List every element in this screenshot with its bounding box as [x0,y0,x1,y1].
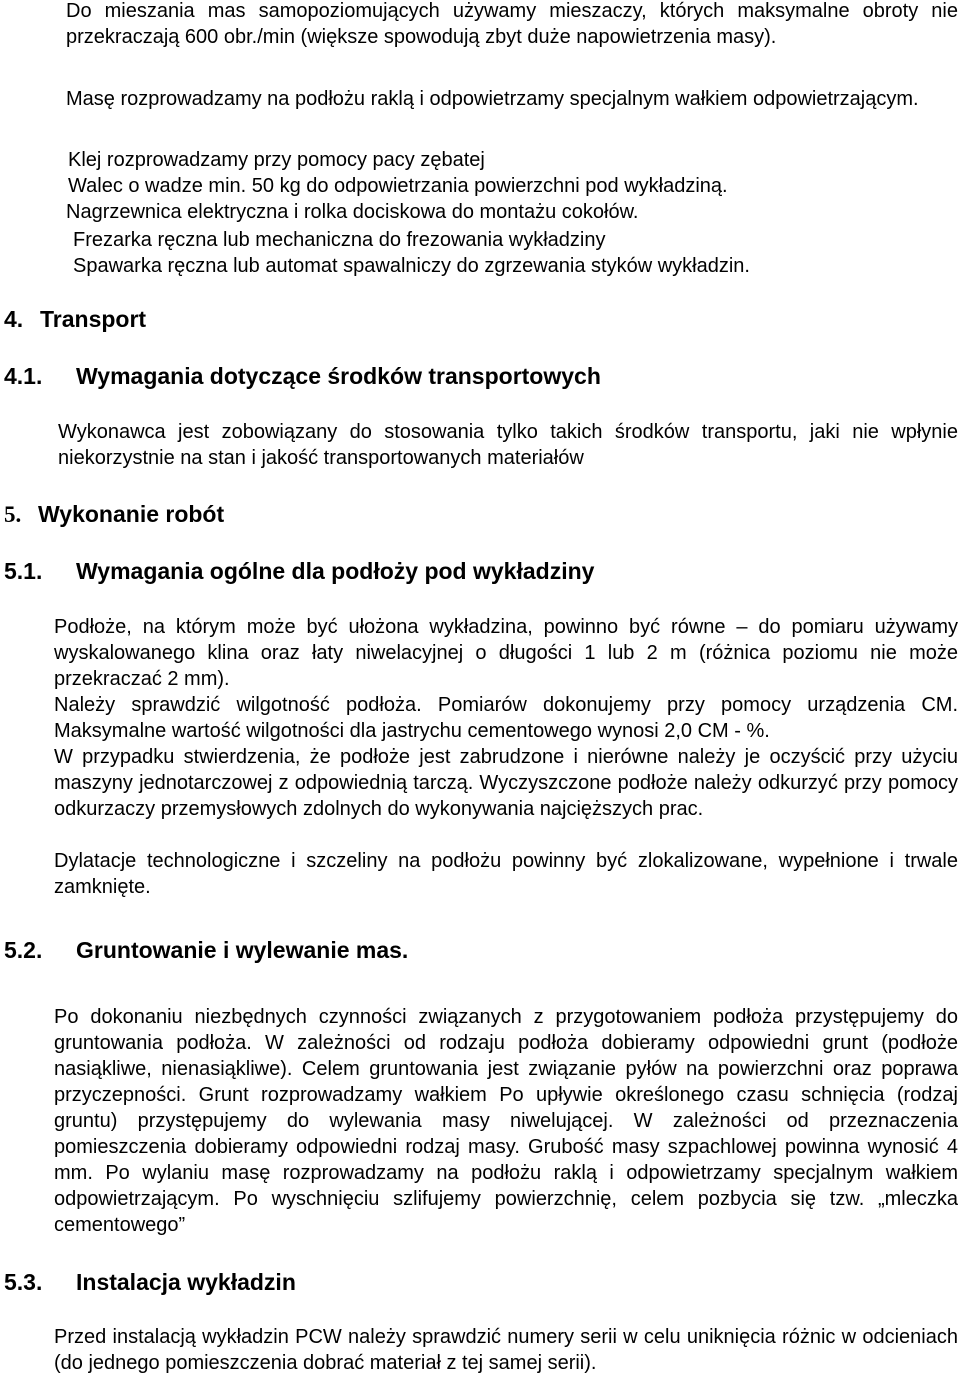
milling-line: Frezarka ręczna lub mechaniczna do frezowania wykładziny [73,229,606,251]
roller-line: Walec o wadze min. 50 kg do odpowietrzania powierzchni pod wykładziną. [68,175,728,197]
expansion-joints-paragraph: Dylatacje technologiczne i szczeliny na podłożu powinny być zlokalizowane, wypełnione i trwale zamknięte. [54,850,958,898]
substrate-cleaning-paragraph: W przypadku stwierdzenia, że podłoże jest zabrudzone i nierówne należy je oczyścić przy użyciu maszyny jednotarczowej z odpowiednią tarczą. Wyczyszczone podłoże należy odkurzyć przy pomocy odkurzaczy przemysłowych zdolnych do wykonywania najcięższych prac. [54,746,958,820]
section-5-1-heading [4,557,594,585]
section-5-2-heading [4,936,408,964]
section-title: Gruntowanie i wylewanie mas. [76,937,409,963]
section-number: 5.1. [4,558,43,584]
section-title: Wykonanie robót [38,501,225,527]
section-4-1-heading [4,362,601,390]
spreading-paragraph: Masę rozprowadzamy na podłożu raklą i odpowietrzamy specjalnym wałkiem odpowietrzającym. [66,88,919,110]
substrate-moisture-paragraph: Należy sprawdzić wilgotność podłoża. Pomiarów dokonujemy przy pomocy urządzenia CM. Maksymalne wartość wilgotności dla jastrychu cementowego wynosi 2,0 CM - %. [54,694,958,742]
section-5-heading [4,500,224,529]
installation-paragraph: Przed instalacją wykładzin PCW należy sprawdzić numery serii w celu uniknięcia różnic w odcieniach (do jednego pomieszczenia dobrać materiał z tej samej serii). [54,1326,958,1374]
heater-line: Nagrzewnica elektryczna i rolka dociskowa do montażu cokołów. [66,201,639,223]
section-4-heading [4,305,146,333]
section-number: 5.3. [4,1269,43,1295]
priming-paragraph: Po dokonaniu niezbędnych czynności związanych z przygotowaniem podłoża przystępujemy do gruntowania podłoża. W zależności od rodzaju podłoża dobieramy odpowiedni grunt (podłoże nasiąkliwe, nienasiąkliwe). Celem gruntowania jest związanie pyłów na powierzchni oraz poprawa przyczepności. Grunt rozprowadzamy wałkiem Po upływie określonego czasu schnięcia (rodzaj gruntu) przystępujemy do wylewania masy niwelującej. W zależności od przeznaczenia pomieszczenia dobieramy odpowiedni rodzaj masy. Grubość masy szpachlowej powinna wynosić 4 mm. Po wylaniu masę rozprowadzamy na podłożu raklą i odpowietrzamy specjalnym wałkiem odpowietrzającym. Po wyschnięciu szlifujemy powierzchnię, celem pozbycia się tzw. „mleczka cementowego” [54,1006,958,1236]
substrate-flatness-paragraph: Podłoże, na którym może być ułożona wykładzina, powinno być równe – do pomiaru używamy wyskalowanego klina oraz łaty niwelacyjnej o długości 1 lub 2 m (różnica poziomu nie może przekraczać 2 mm). [54,616,958,690]
section-number: 4. [4,306,24,332]
glue-line: Klej rozprowadzamy przy pomocy pacy zębatej [68,149,485,171]
section-number: 4.1. [4,363,43,389]
transport-paragraph: Wykonawca jest zobowiązany do stosowania tylko takich środków transportu, jaki nie wpłynie niekorzystnie na stan i jakość transportowanych materiałów [58,421,958,469]
welder-line: Spawarka ręczna lub automat spawalniczy do zgrzewania styków wykładzin. [73,255,750,277]
section-title: Instalacja wykładzin [76,1269,296,1295]
section-title: Transport [40,306,147,332]
section-5-3-heading [4,1268,296,1296]
section-title: Wymagania dotyczące środków transportowych [76,363,601,389]
section-number: 5. [4,502,22,527]
section-number: 5.2. [4,937,43,963]
mixing-paragraph: Do mieszania mas samopoziomujących używamy mieszaczy, których maksymalne obroty nie przekraczają 600 obr./min (większe spowodują zbyt duże napowietrzenia masy). [66,0,958,48]
section-title: Wymagania ogólne dla podłoży pod wykładziny [76,558,595,584]
